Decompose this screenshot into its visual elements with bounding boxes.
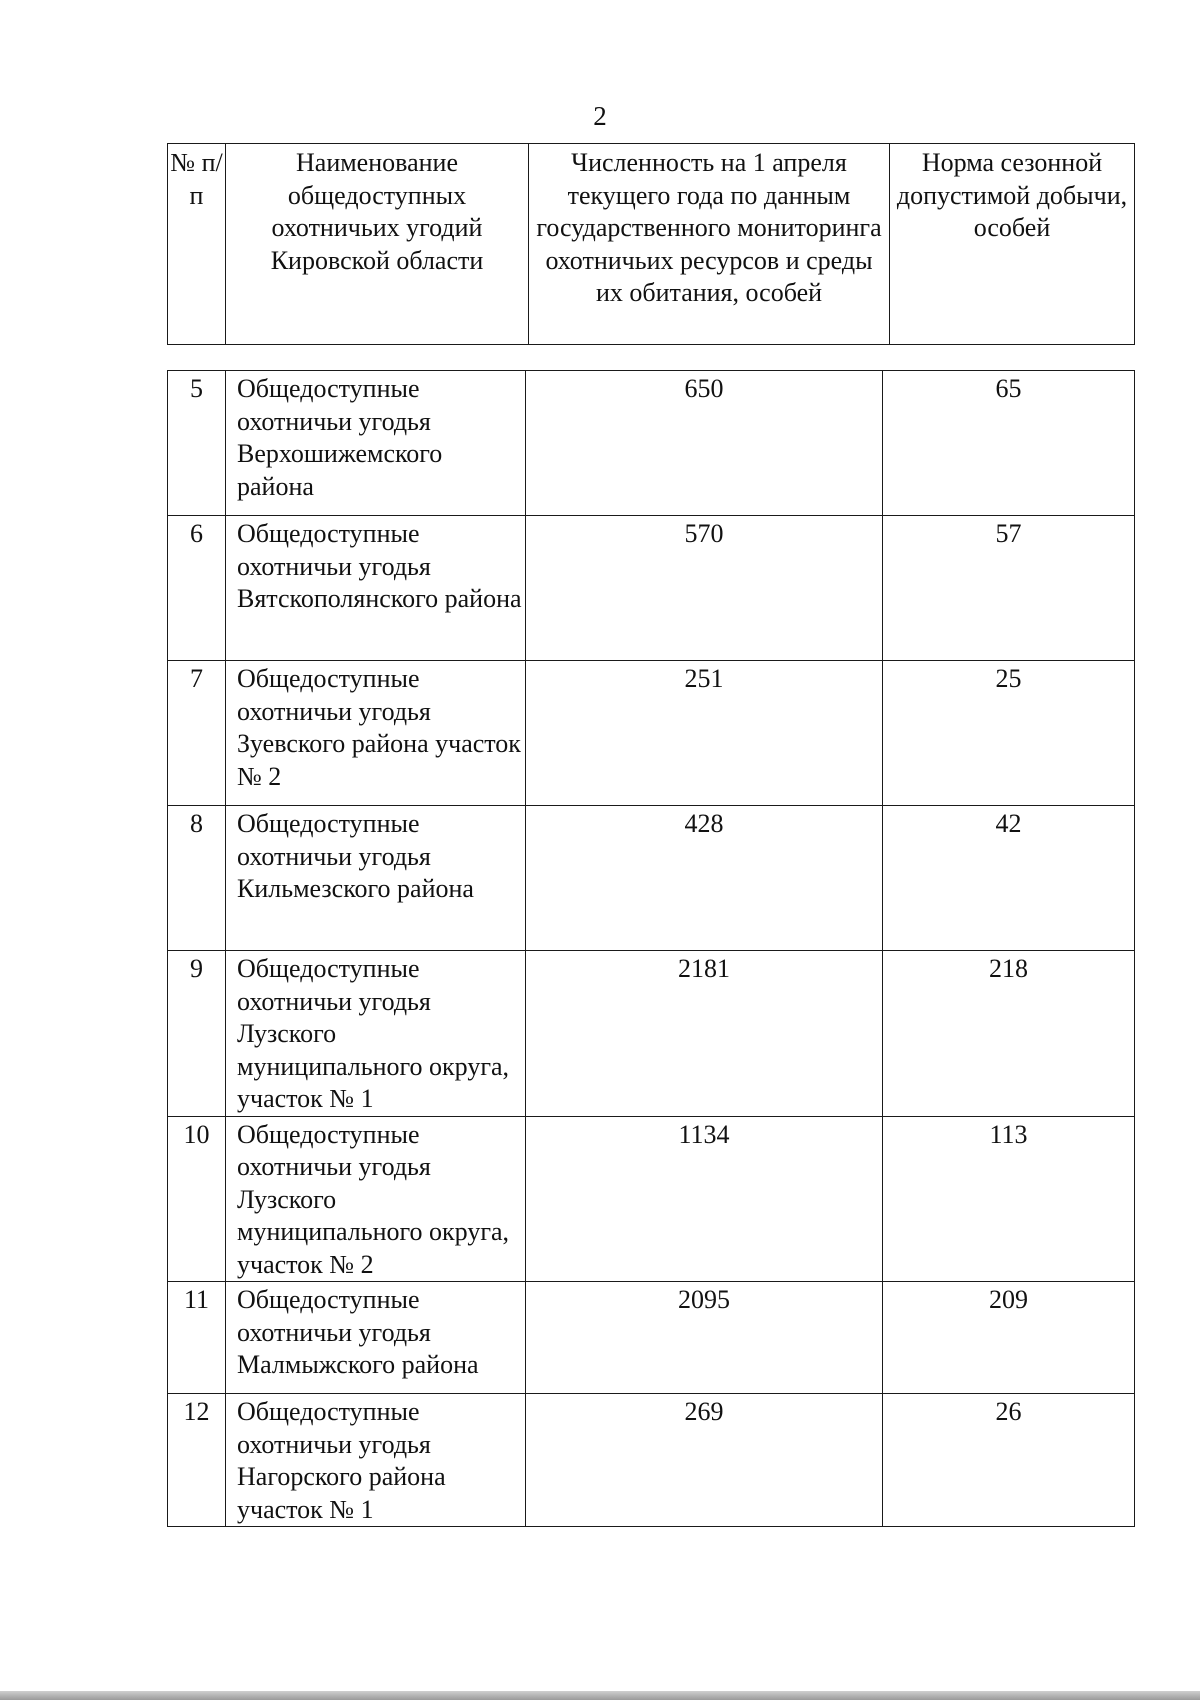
table-row: [168, 951, 1135, 1117]
row-harvest-quota: 113: [883, 1116, 1135, 1282]
data-table: [167, 370, 1135, 1527]
row-harvest-quota: 26: [883, 1394, 1135, 1527]
row-number: 11: [168, 1282, 226, 1394]
row-population-count: 650: [526, 371, 883, 516]
row-harvest-quota: 209: [883, 1282, 1135, 1394]
scan-edge: [0, 1691, 1200, 1700]
row-population-count: 2095: [526, 1282, 883, 1394]
row-number: 10: [168, 1116, 226, 1282]
row-hunting-ground-name: Общедоступные охотничьи угодья Малмыжского района: [226, 1282, 526, 1394]
table-body: [168, 371, 1135, 1527]
row-harvest-quota: 25: [883, 661, 1135, 806]
header-population: Численность на 1 апреля текущего года по данным государственного мониторинга охотничьих ресурсов и среды их обитания, особей: [529, 144, 890, 345]
row-hunting-ground-name: Общедоступные охотничьи угодья Кильмезского района: [226, 806, 526, 951]
row-harvest-quota: 42: [883, 806, 1135, 951]
row-hunting-ground-name: Общедоступные охотничьи угодья Нагорского района участок № 1: [226, 1394, 526, 1527]
row-hunting-ground-name: Общедоступные охотничьи угодья Верхошижемского района: [226, 371, 526, 516]
row-hunting-ground-name: Общедоступные охотничьи угодья Лузского муниципального округа, участок № 1: [226, 951, 526, 1117]
row-population-count: 251: [526, 661, 883, 806]
header-number: № п/п: [168, 144, 226, 345]
table-row: [168, 1116, 1135, 1282]
table-row: [168, 371, 1135, 516]
row-number: 12: [168, 1394, 226, 1527]
row-number: 7: [168, 661, 226, 806]
table-header: [167, 143, 1135, 345]
header-quota: Норма сезонной допустимой добычи, особей: [890, 144, 1135, 345]
table-row: [168, 806, 1135, 951]
table-row: [168, 1282, 1135, 1394]
row-population-count: 1134: [526, 1116, 883, 1282]
header-name: Наименование общедоступных охотничьих угодий Кировской области: [226, 144, 529, 345]
row-hunting-ground-name: Общедоступные охотничьи угодья Вятскополянского района: [226, 516, 526, 661]
row-hunting-ground-name: Общедоступные охотничьи угодья Зуевского района участок № 2: [226, 661, 526, 806]
row-number: 8: [168, 806, 226, 951]
row-population-count: 2181: [526, 951, 883, 1117]
row-harvest-quota: 57: [883, 516, 1135, 661]
table-row: [168, 661, 1135, 806]
row-population-count: 269: [526, 1394, 883, 1527]
row-number: 5: [168, 371, 226, 516]
table-row: [168, 516, 1135, 661]
row-number: 6: [168, 516, 226, 661]
row-population-count: 428: [526, 806, 883, 951]
row-population-count: 570: [526, 516, 883, 661]
page-number: 2: [593, 101, 607, 131]
row-number: 9: [168, 951, 226, 1117]
row-harvest-quota: 218: [883, 951, 1135, 1117]
header-row: [168, 144, 1135, 345]
table-row: [168, 1394, 1135, 1527]
row-harvest-quota: 65: [883, 371, 1135, 516]
row-hunting-ground-name: Общедоступные охотничьи угодья Лузского муниципального округа, участок № 2: [226, 1116, 526, 1282]
